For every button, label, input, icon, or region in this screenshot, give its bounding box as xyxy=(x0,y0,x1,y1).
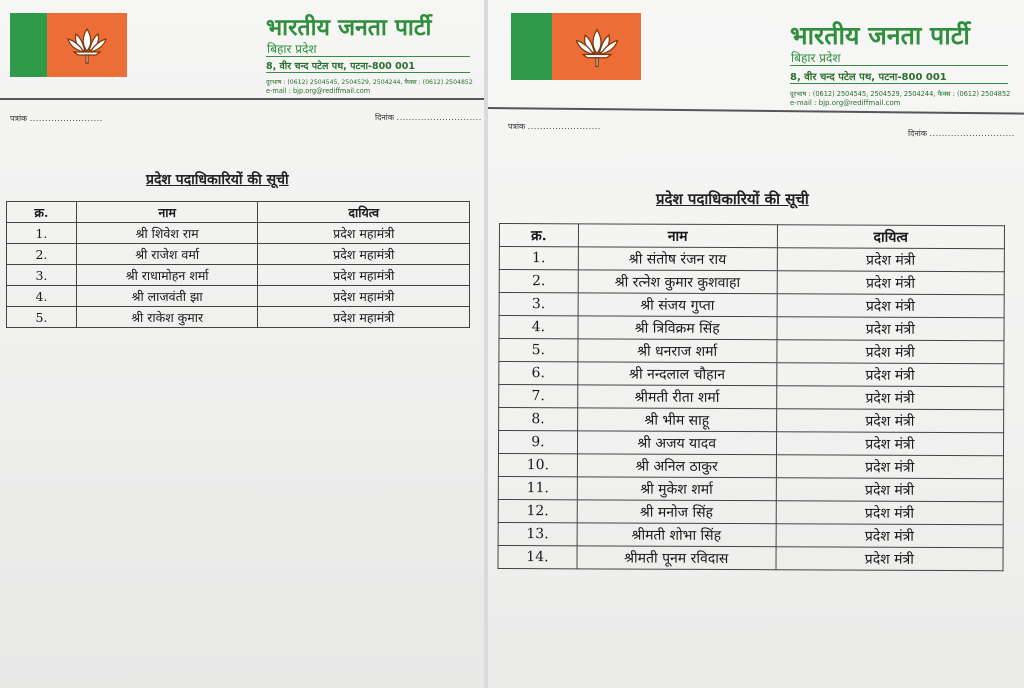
serial-cell: 5. xyxy=(7,307,77,328)
date-label: दिनांक xyxy=(375,113,394,122)
address-line: 8, वीर चन्द पटेल पथ, पटना-800 001 xyxy=(266,61,415,72)
lotus-logo-icon xyxy=(574,25,620,68)
ref-label: पत्रांक xyxy=(508,122,526,131)
table-row xyxy=(499,362,1004,387)
role-cell: प्रदेश मंत्री xyxy=(776,547,1004,571)
name-cell: श्री शिवेश राम xyxy=(76,223,258,244)
name-cell: श्री अजय यादव xyxy=(577,431,776,455)
ref-dots: ........................ xyxy=(527,122,601,131)
serial-cell: 2. xyxy=(7,244,77,265)
officials-table xyxy=(497,223,1005,571)
phone-line: दूरभाष : (0612) 2504545, 2504529, 2504244, फैक्स : (0612) 2504852 xyxy=(266,79,473,86)
serial-cell: 12. xyxy=(498,499,577,522)
list-title: प्रदेश पदाधिकारियों की सूची xyxy=(146,172,289,188)
name-cell: श्रीमती रीता शर्मा xyxy=(578,385,777,409)
table-row xyxy=(499,316,1004,341)
phone-line: दूरभाष : (0612) 2504545, 2504529, 2504244, फैक्स : (0612) 2504852 xyxy=(790,90,1011,98)
name-cell: श्री राकेश कुमार xyxy=(76,307,258,328)
col-header-name: नाम xyxy=(578,224,777,248)
email-line: e-mail : bjp.org@rediffmail.com xyxy=(266,87,371,95)
right-letter-page xyxy=(488,0,1024,688)
role-cell: प्रदेश मंत्री xyxy=(776,524,1004,548)
serial-cell: 7. xyxy=(499,385,578,408)
serial-cell: 3. xyxy=(7,265,77,286)
email-line: e-mail : bjp.org@rediffmail.com xyxy=(790,99,901,107)
table-row xyxy=(7,265,470,286)
role-cell: प्रदेश महामंत्री xyxy=(258,265,470,286)
date-field xyxy=(908,128,1015,139)
left-letter-page xyxy=(0,0,484,688)
state-name: बिहार प्रदेश xyxy=(267,42,317,56)
table-row xyxy=(499,385,1004,410)
role-cell: प्रदेश महामंत्री xyxy=(258,223,470,244)
name-cell: श्रीमती पूनम रविदास xyxy=(577,546,776,570)
table-row xyxy=(498,431,1003,456)
table-row xyxy=(499,339,1004,364)
role-cell: प्रदेश महामंत्री xyxy=(258,286,470,307)
role-cell: प्रदेश मंत्री xyxy=(776,432,1004,456)
serial-cell: 11. xyxy=(498,476,577,499)
name-cell: श्रीमती शोभा सिंह xyxy=(577,523,776,547)
table-row xyxy=(498,522,1003,547)
name-cell: श्री मनोज सिंह xyxy=(577,500,776,524)
serial-cell: 2. xyxy=(499,270,578,293)
serial-cell: 8. xyxy=(499,408,578,431)
role-cell: प्रदेश मंत्री xyxy=(777,317,1005,341)
table-header-row xyxy=(499,224,1004,249)
table-row xyxy=(499,408,1004,433)
role-cell: प्रदेश महामंत्री xyxy=(258,244,470,265)
table-row xyxy=(499,293,1004,318)
date-dots: ............................ xyxy=(929,129,1015,138)
table-row xyxy=(498,545,1003,570)
party-name: भारतीय जनता पार्टी xyxy=(266,14,432,41)
name-cell: श्री नन्दलाल चौहान xyxy=(578,362,777,386)
table-row xyxy=(7,307,470,328)
ref-label: पत्रांक xyxy=(10,114,28,123)
letterhead-divider xyxy=(0,98,484,100)
name-cell: श्री धनराज शर्मा xyxy=(578,339,777,363)
col-header-role: दायित्व xyxy=(777,225,1005,249)
state-name: बिहार प्रदेश xyxy=(791,51,841,65)
table-header-row xyxy=(7,202,470,223)
header-rule xyxy=(266,56,470,57)
role-cell: प्रदेश मंत्री xyxy=(777,294,1005,318)
party-flag xyxy=(10,13,127,77)
name-cell: श्री राधामोहन शर्मा xyxy=(76,265,258,286)
date-dots: ............................ xyxy=(396,113,482,122)
list-title: प्रदेश पदाधिकारियों की सूची xyxy=(656,190,809,208)
role-cell: प्रदेश मंत्री xyxy=(776,363,1004,387)
role-cell: प्रदेश मंत्री xyxy=(777,271,1005,295)
serial-cell: 4. xyxy=(7,286,77,307)
name-cell: श्री संजय गुप्ता xyxy=(578,293,777,317)
name-cell: श्री संतोष रंजन राय xyxy=(578,247,777,271)
party-name: भारतीय जनता पार्टी xyxy=(790,21,970,50)
serial-cell: 4. xyxy=(499,316,578,339)
role-cell: प्रदेश मंत्री xyxy=(776,455,1004,479)
name-cell: श्री लाजवंती झा xyxy=(76,286,258,307)
name-cell: श्री त्रिविक्रम सिंह xyxy=(578,316,777,340)
role-cell: प्रदेश मंत्री xyxy=(776,409,1004,433)
role-cell: प्रदेश मंत्री xyxy=(776,478,1004,502)
role-cell: प्रदेश महामंत्री xyxy=(258,307,470,328)
officials-table xyxy=(6,201,470,328)
table-row xyxy=(7,286,470,307)
table-row xyxy=(498,476,1003,501)
name-cell: श्री मुकेश शर्मा xyxy=(577,477,776,501)
name-cell: श्री अनिल ठाकुर xyxy=(577,454,776,478)
col-header-name: नाम xyxy=(76,202,258,223)
serial-cell: 1. xyxy=(7,223,77,244)
serial-cell: 13. xyxy=(498,522,577,545)
col-header-serial: क्र. xyxy=(499,224,578,247)
serial-cell: 6. xyxy=(499,362,578,385)
serial-cell: 3. xyxy=(499,293,578,316)
role-cell: प्रदेश मंत्री xyxy=(776,501,1004,525)
table-row xyxy=(498,454,1003,479)
ref-number-field xyxy=(10,113,103,124)
table-row xyxy=(7,244,470,265)
serial-cell: 10. xyxy=(498,454,577,477)
header-rule xyxy=(790,65,1008,66)
role-cell: प्रदेश मंत्री xyxy=(777,248,1005,272)
serial-cell: 14. xyxy=(498,545,577,568)
party-flag xyxy=(511,13,641,80)
role-cell: प्रदेश मंत्री xyxy=(776,340,1004,364)
table-row xyxy=(499,247,1004,272)
lotus-logo-icon xyxy=(66,25,108,65)
date-label: दिनांक xyxy=(908,129,927,138)
table-row xyxy=(499,270,1004,295)
serial-cell: 1. xyxy=(499,247,578,270)
table-row xyxy=(7,223,470,244)
name-cell: श्री रत्नेश कुमार कुशवाहा xyxy=(578,270,777,294)
header-rule xyxy=(266,72,470,73)
name-cell: श्री भीम साहू xyxy=(577,408,776,432)
address-line: 8, वीर चन्द पटेल पथ, पटना-800 001 xyxy=(790,72,947,83)
table-row xyxy=(498,499,1003,524)
letterhead-divider xyxy=(488,107,1024,115)
ref-dots: ........................ xyxy=(29,114,103,123)
col-header-serial: क्र. xyxy=(7,202,77,223)
date-field xyxy=(375,112,482,123)
role-cell: प्रदेश मंत्री xyxy=(776,386,1004,410)
name-cell: श्री राजेश वर्मा xyxy=(76,244,258,265)
header-rule xyxy=(790,83,1008,84)
serial-cell: 9. xyxy=(498,431,577,454)
ref-number-field xyxy=(508,121,601,132)
serial-cell: 5. xyxy=(499,339,578,362)
col-header-role: दायित्व xyxy=(258,202,470,223)
